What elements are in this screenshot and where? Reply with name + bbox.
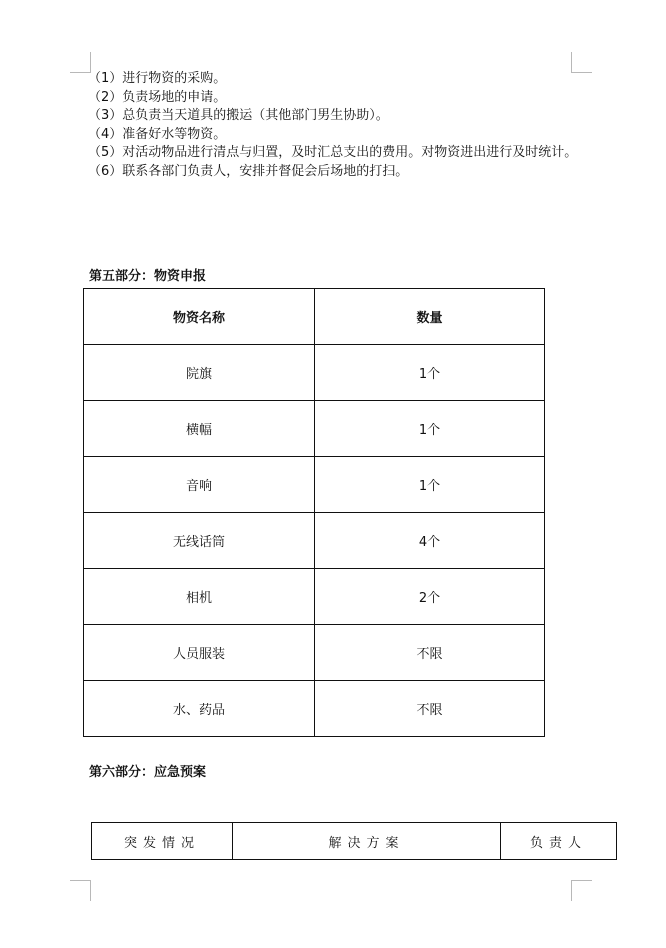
header-item-name: 物资名称 bbox=[84, 289, 315, 345]
table-header-row bbox=[84, 289, 545, 345]
responsibility-list bbox=[88, 70, 584, 181]
table-row bbox=[84, 345, 545, 401]
list-item: （1）进行物资的采购。 bbox=[88, 71, 227, 86]
item-name-cell: 人员服装 bbox=[84, 625, 315, 681]
table-row bbox=[84, 401, 545, 457]
header-quantity: 数量 bbox=[315, 289, 545, 345]
header-solution: 解决方案 bbox=[233, 823, 501, 860]
item-name-cell: 音响 bbox=[84, 457, 315, 513]
list-item: （2）负责场地的申请。 bbox=[88, 89, 227, 105]
item-name-cell: 无线话筒 bbox=[84, 513, 315, 569]
table-row bbox=[84, 513, 545, 569]
item-name-cell: 水、药品 bbox=[84, 681, 315, 737]
list-item: （6）联系各部门负责人，安排并督促会后场地的打扫。 bbox=[88, 163, 409, 179]
page-corner-mark-bottom-right bbox=[571, 880, 592, 901]
table-row bbox=[84, 625, 545, 681]
list-item: （3）总负责当天道具的搬运（其他部门男生协助）。 bbox=[88, 108, 389, 123]
item-name-cell: 横幅 bbox=[84, 401, 315, 457]
quantity-cell: 不限 bbox=[315, 681, 545, 737]
table-row bbox=[84, 569, 545, 625]
header-person-in-charge: 负责人 bbox=[501, 823, 617, 860]
materials-table bbox=[83, 288, 545, 737]
quantity-cell: 2个 bbox=[315, 569, 545, 625]
quantity-cell: 1个 bbox=[315, 345, 545, 401]
item-name-cell: 相机 bbox=[84, 569, 315, 625]
section-heading-materials: 第五部分：物资申报 bbox=[89, 269, 207, 284]
quantity-cell: 不限 bbox=[315, 625, 545, 681]
table-header-row bbox=[92, 823, 617, 860]
list-item: （4）准备好水等物资。 bbox=[88, 126, 227, 142]
quantity-cell: 1个 bbox=[315, 457, 545, 513]
table-row bbox=[84, 681, 545, 737]
quantity-cell: 4个 bbox=[315, 513, 545, 569]
emergency-plan-table bbox=[91, 822, 617, 860]
item-name-cell: 院旗 bbox=[84, 345, 315, 401]
table-row bbox=[84, 457, 545, 513]
section-heading-emergency-plan: 第六部分：应急预案 bbox=[89, 765, 207, 780]
quantity-cell: 1个 bbox=[315, 401, 545, 457]
page-corner-mark-bottom-left bbox=[70, 880, 91, 901]
header-incident: 突发情况 bbox=[92, 823, 233, 860]
list-item: （5）对活动物品进行清点与归置，及时汇总支出的费用。对物资进出进行及时统计。 bbox=[88, 145, 578, 160]
